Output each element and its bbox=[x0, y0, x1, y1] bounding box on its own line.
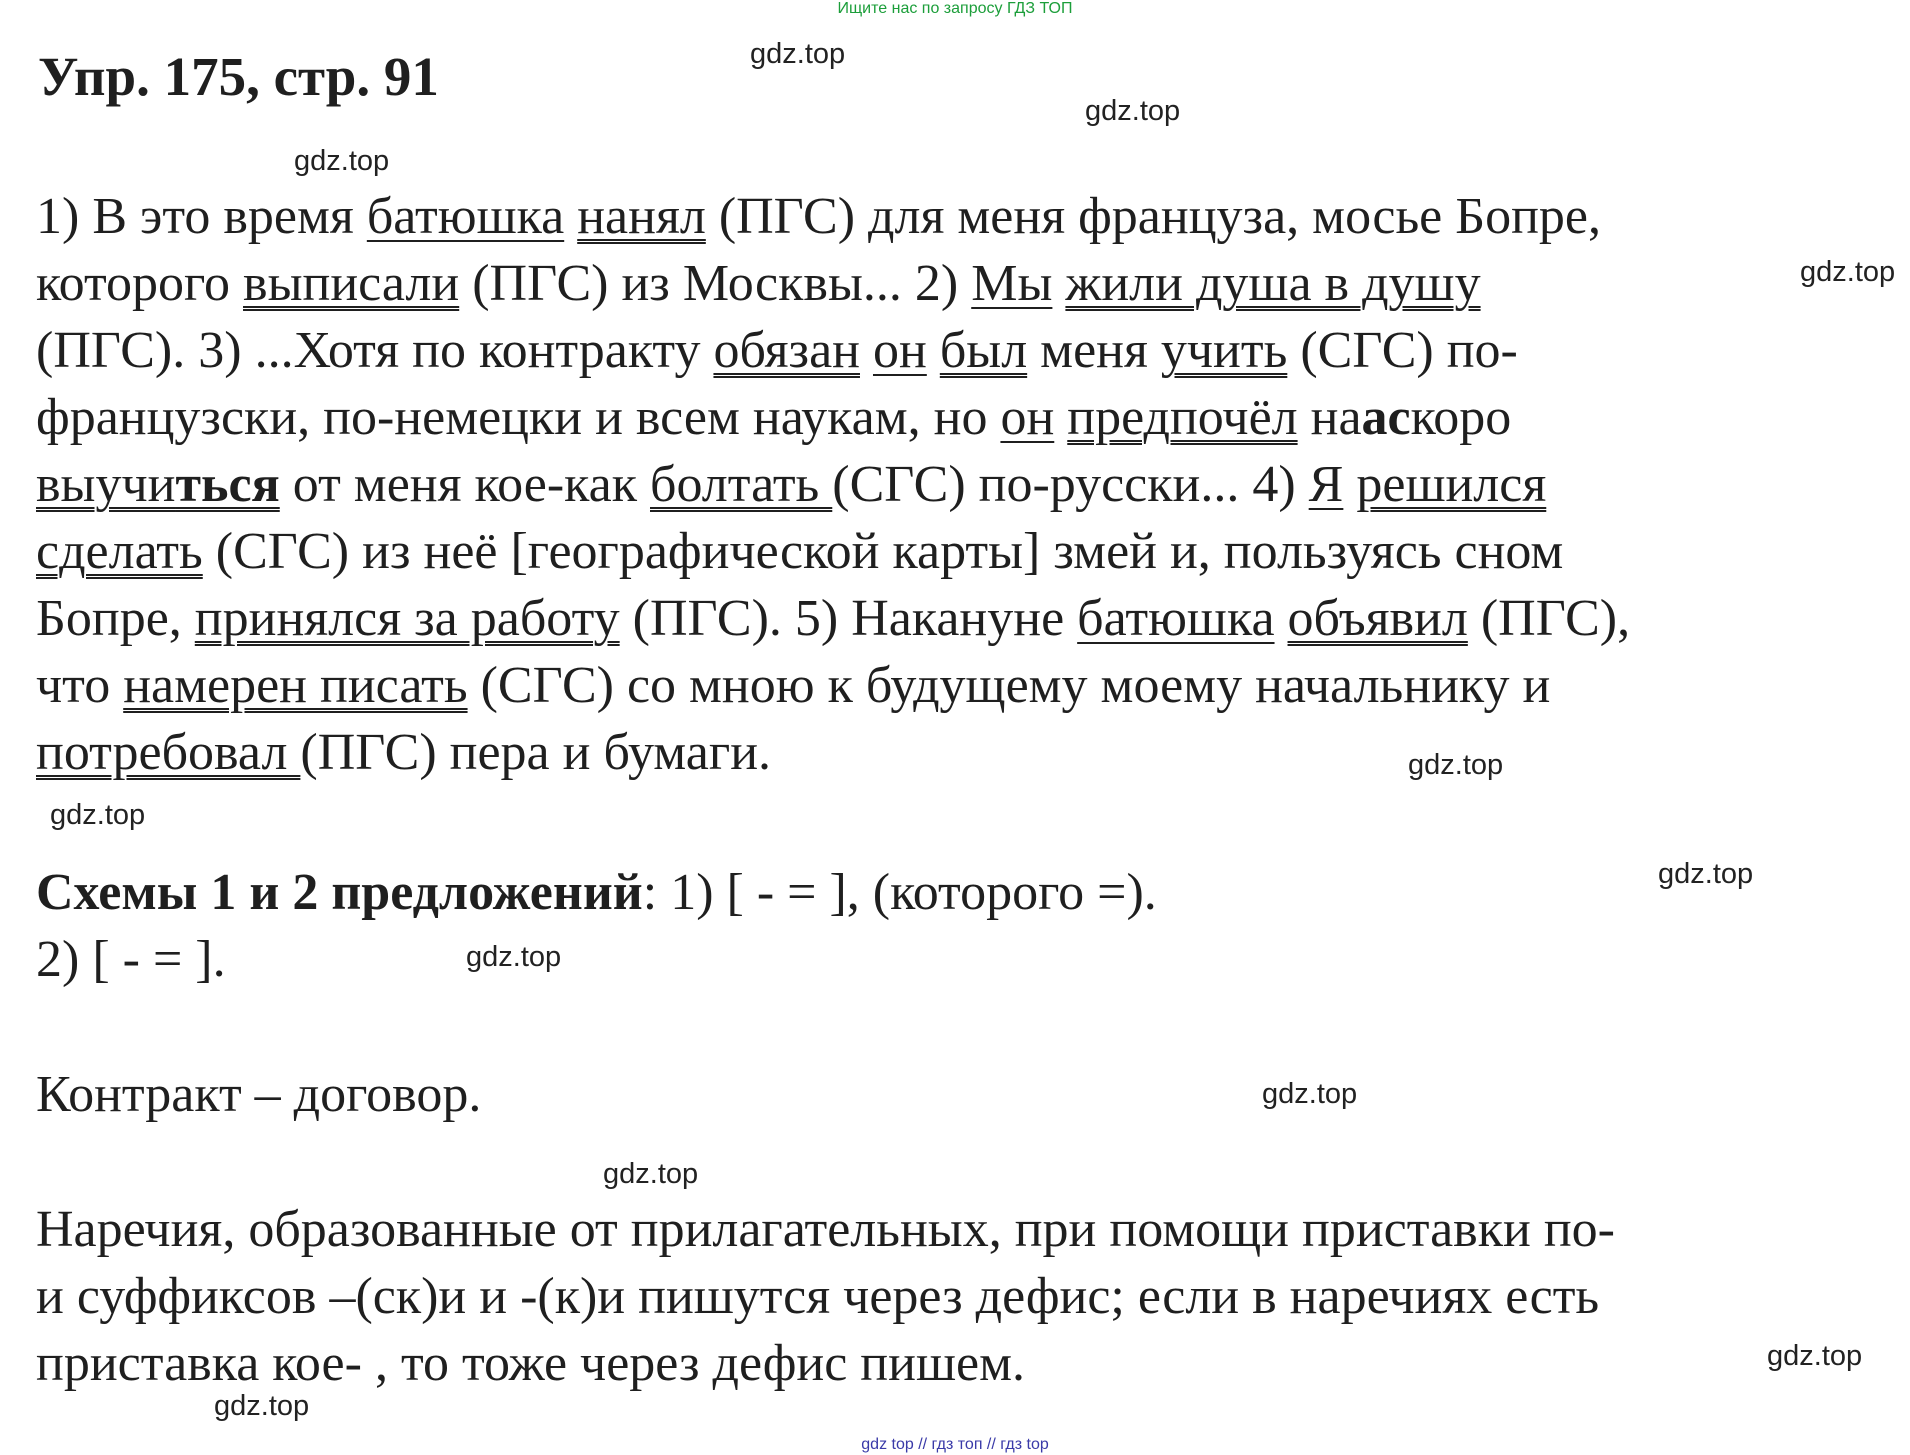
text-fragment: (СГС) по- bbox=[1287, 322, 1518, 379]
page-title: Упр. 175, стр. 91 bbox=[38, 46, 439, 107]
text-fragment: (СГС) из неё [географической карты] змей и, пользуясь сном bbox=[202, 523, 1564, 580]
exercise-line bbox=[36, 585, 1630, 652]
text-fragment bbox=[927, 322, 940, 379]
text-fragment: меня bbox=[1027, 322, 1161, 379]
text-fragment: выучи bbox=[36, 456, 176, 513]
exercise-line bbox=[36, 451, 1630, 518]
predicate-underlined: решился bbox=[1356, 456, 1547, 513]
rule-block bbox=[36, 1196, 1615, 1397]
watermark: gdz.top bbox=[294, 145, 390, 177]
bold-fragment: ас bbox=[1361, 389, 1411, 446]
watermark: gdz.top bbox=[1262, 1078, 1358, 1110]
subject-underlined: Мы bbox=[971, 255, 1053, 312]
text-fragment: коро bbox=[1410, 389, 1512, 446]
text-fragment: которого bbox=[36, 255, 244, 312]
subject-underlined: он bbox=[1000, 389, 1055, 446]
subject-underlined: батюшка bbox=[1077, 590, 1275, 647]
watermark: gdz.top bbox=[1767, 1340, 1863, 1372]
text-fragment bbox=[860, 322, 873, 379]
watermark: gdz.top bbox=[466, 941, 562, 973]
text-fragment: что bbox=[36, 657, 124, 714]
text-fragment bbox=[1343, 456, 1356, 513]
rule-line: и суффиксов –(ск)и и -(к)и пишутся через дефис; если в наречиях есть bbox=[36, 1268, 1600, 1325]
watermark: gdz.top bbox=[603, 1158, 699, 1190]
rule-line: приставка кое- , то тоже через дефис пишем. bbox=[36, 1335, 1025, 1392]
predicate-underlined: сделать bbox=[36, 523, 203, 580]
predicate-underlined: был bbox=[939, 322, 1028, 379]
text-fragment bbox=[564, 188, 577, 245]
predicate-underlined: обязан bbox=[713, 322, 860, 379]
schemes-line bbox=[36, 859, 1157, 926]
text-fragment: (ПГС). 3) ...Хотя по контракту bbox=[36, 322, 714, 379]
predicate-underlined: выписали bbox=[243, 255, 460, 312]
predicate-underlined: болтать bbox=[650, 456, 833, 513]
watermark: gdz.top bbox=[750, 38, 846, 70]
exercise-line bbox=[36, 317, 1630, 384]
exercise-line bbox=[36, 250, 1630, 317]
predicate-underlined: предпочёл bbox=[1067, 389, 1298, 446]
text-fragment: (СГС) со мною к будущему моему начальнику и bbox=[467, 657, 1551, 714]
predicate-underlined: объявил bbox=[1287, 590, 1468, 647]
predicate-underlined: нанял bbox=[577, 188, 706, 245]
text-fragment: (ПГС) из Москвы... 2) bbox=[459, 255, 972, 312]
exercise-text bbox=[36, 183, 1630, 786]
exercise-line bbox=[36, 518, 1630, 585]
exercise-line bbox=[36, 719, 1630, 786]
text-fragment: (ПГС) пера и бумаги. bbox=[300, 724, 772, 781]
text-fragment: французски, по-немецки и всем наукам, но bbox=[36, 389, 1001, 446]
text-fragment bbox=[1054, 389, 1067, 446]
top-banner: Ищите нас по запросу ГДЗ ТОП bbox=[837, 0, 1073, 17]
text-fragment: Бопре, bbox=[36, 590, 195, 647]
predicate-underlined: учить bbox=[1160, 322, 1288, 379]
rule-line: Наречия, образованные от прилагательных, при помощи приставки по- bbox=[36, 1201, 1615, 1258]
text-fragment: 1) В это время bbox=[36, 188, 367, 245]
text-fragment: (ПГС), bbox=[1467, 590, 1631, 647]
watermark: gdz.top bbox=[214, 1390, 310, 1422]
predicate-underlined: жили душа в душу bbox=[1065, 255, 1481, 312]
subject-underlined: он bbox=[872, 322, 927, 379]
watermark: gdz.top bbox=[50, 799, 146, 831]
predicate-underlined: принялся за работу bbox=[194, 590, 620, 647]
definition: Контракт – договор. bbox=[36, 1066, 482, 1123]
text-fragment: (ПГС). 5) Накануне bbox=[619, 590, 1078, 647]
scheme-1: : 1) [ - = ], (которого =). bbox=[642, 864, 1157, 921]
text-fragment bbox=[1275, 590, 1288, 647]
watermark: gdz.top bbox=[1408, 749, 1504, 781]
text-fragment: от меня кое-как bbox=[279, 456, 650, 513]
exercise-line bbox=[36, 652, 1630, 719]
text-fragment: (ПГС) для меня француза, мосье Бопре, bbox=[705, 188, 1602, 245]
watermark: gdz.top bbox=[1085, 95, 1181, 127]
footer: gdz top // гдз топ // гдз top bbox=[861, 1436, 1049, 1453]
subject-underlined: Я bbox=[1308, 456, 1344, 513]
predicate-underlined bbox=[36, 456, 280, 513]
watermark: gdz.top bbox=[1658, 858, 1754, 890]
predicate-underlined: потребовал bbox=[36, 724, 301, 781]
watermark: gdz.top bbox=[1800, 256, 1896, 288]
schemes-heading: Схемы 1 и 2 предложений bbox=[36, 864, 643, 921]
schemes-block bbox=[36, 859, 1157, 993]
subject-underlined: батюшка bbox=[366, 188, 565, 245]
predicate-underlined: намерен писать bbox=[123, 657, 468, 714]
bold-fragment: ться bbox=[175, 456, 280, 513]
text-fragment: на bbox=[1297, 389, 1362, 446]
exercise-line bbox=[36, 384, 1630, 451]
scheme-2: 2) [ - = ]. bbox=[36, 931, 226, 988]
exercise-line bbox=[36, 183, 1630, 250]
text-fragment bbox=[1052, 255, 1065, 312]
text-fragment: (СГС) по-русски... 4) bbox=[832, 456, 1309, 513]
